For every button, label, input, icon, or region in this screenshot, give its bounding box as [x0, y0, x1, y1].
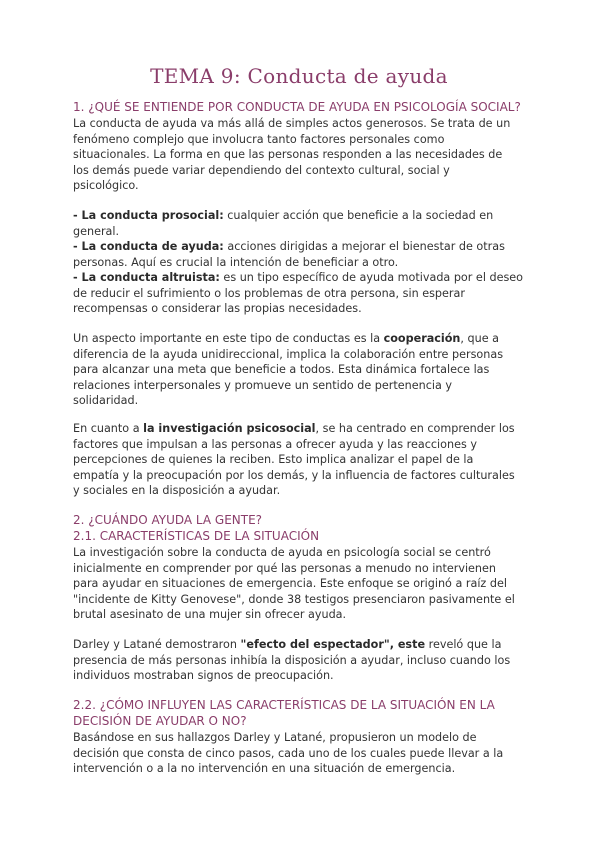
- section-1-intro: La conducta de ayuda va más allá de simples actos generosos. Se trata de un fenómeno complejo que involucra tanto factores personales como situacionales. La forma en que las personas responden a las necesidades de los demás puede variar dependiendo del contexto cultural, social y psicológico.: [73, 117, 511, 192]
- def-prosocial: - La conducta prosocial: cualquier acción que beneficie a la sociedad en: [73, 209, 494, 222]
- definitions-list: - La conducta prosocial: cualquier acción que beneficie a la sociedad en general. - La conducta de ayuda: acciones dirigidas a mejorar el bienestar de otras personas. Aquí es crucial la intención de beneficiar a otro. - La conducta altruista: es un tipo específico de ayuda motivada por el deseo de reducir el sufrimiento o los problemas de otra persona, sin esperar recompensas o considerar las propias necesidades.: [73, 209, 524, 315]
- bystander-paragraph: Darley y Latané demostraron "efecto del espectador", este reveló que la presencia de más personas inhibía la disposición a ayudar, incluso cuando los individuos mostraban signos de preocupación.: [73, 638, 511, 682]
- def-altruista: - La conducta altruista: es un tipo específico de ayuda motivada por el deseo: [73, 271, 524, 284]
- section-2-2-paragraph: Basándose en sus hallazgos Darley y Latané, propusieron un modelo de decisión que consta de cinco pasos, cada uno de los cuales puede llevar a la intervención o a la no intervención en una situación de emergencia.: [73, 731, 504, 775]
- section-2-heading: 2. ¿CUÁNDO AYUDA LA GENTE?: [73, 513, 263, 527]
- section-1-heading: 1. ¿QUÉ SE ENTIENDE POR CONDUCTA DE AYUDA EN PSICOLOGÍA SOCIAL?: [73, 100, 521, 114]
- page-title: TEMA 9: Conducta de ayuda: [150, 64, 448, 88]
- cooperation-paragraph: Un aspecto importante en este tipo de conductas es la cooperación, que a diferencia de la ayuda unidireccional, implica la colaboración entre personas para alcanzar una meta que beneficie a todos. Esta dinámica fortalece las relaciones interpersonales y promueve un sentido de pertenencia y solidaridad.: [73, 332, 504, 407]
- def-ayuda: - La conducta de ayuda: acciones dirigidas a mejorar el bienestar de otras: [73, 240, 505, 253]
- section-2-1-heading: 2.1. CARACTERÍSTICAS DE LA SITUACIÓN: [73, 529, 320, 543]
- research-paragraph: En cuanto a la investigación psicosocial, se ha centrado en comprender los factores que impulsan a las personas a ofrecer ayuda y las reacciones y percepciones de quienes la reciben. Esto implica analizar el papel de la empatía y la preocupación por los demás, y la influencia de factores culturales y sociales en la disposición a ayudar.: [73, 422, 515, 497]
- section-2-1-paragraph: La investigación sobre la conducta de ayuda en psicología social se centró inicialmente en comprender por qué las personas a menudo no intervienen para ayudar en situaciones de emergencia. Este enfoque se originó a raíz del "incidente de Kitty Genovese", donde 38 testigos presenciaron pasivamente el brutal asesinato de una mujer sin ofrecer ayuda.: [73, 546, 515, 621]
- section-2-2-heading: 2.2. ¿CÓMO INFLUYEN LAS CARACTERÍSTICAS DE LA SITUACIÓN EN LA DECISIÓN DE AYUDAR O NO?: [73, 698, 495, 728]
